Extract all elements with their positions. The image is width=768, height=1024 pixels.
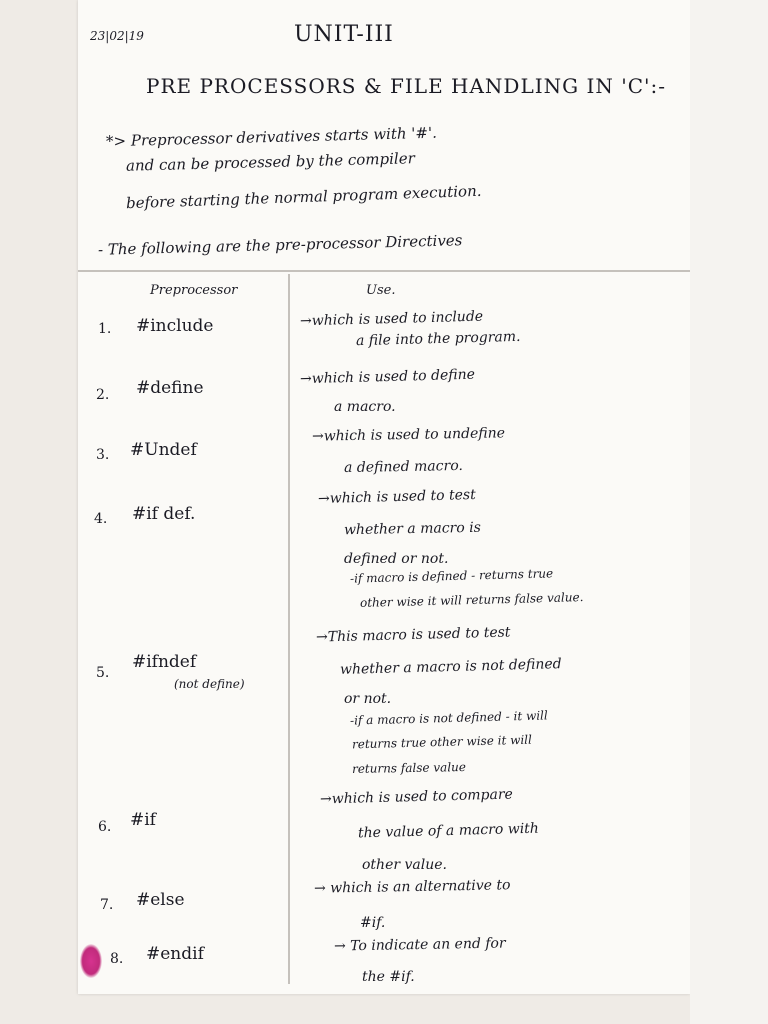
row-7-use-line-1: → which is an alternative to [313,877,511,897]
row-6-number: 6. [98,819,112,835]
row-5-use-line-5: returns true other wise it will [351,732,533,752]
row-3-use-line-2: a defined macro. [343,457,464,477]
row-8-use-line-1: → To indicate an end for [333,935,506,955]
row-4-number: 4. [94,511,108,527]
row-1-directive: #include [136,316,214,336]
section-heading: PRE PROCESSORS & FILE HANDLING IN 'C':- [146,74,667,98]
row-1-number: 1. [98,321,112,337]
intro-line-2: and can be processed by the compiler [125,149,415,175]
highlighter-smear [80,944,102,978]
row-4-use-line-4: -if macro is defined - returns true [349,566,554,586]
row-5-use-line-2: whether a macro is not defined [339,656,562,678]
row-4-use-line-2: whether a macro is [343,519,481,539]
column-header-use: Use. [366,283,396,298]
row-3-number: 3. [96,447,110,463]
row-2-use-line-1: →which is used to define [299,366,476,388]
notebook-page [78,0,690,994]
table-header-rule [78,270,690,272]
row-4-use-line-1: →which is used to test [317,486,476,508]
row-5-use-line-4: -if a macro is not defined - it will [349,708,548,728]
row-7-number: 7. [100,897,114,913]
directives-list-intro: - The following are the pre-processor Directives [97,231,463,259]
row-4-use-line-3: defined or not. [344,551,449,567]
row-5-directive-note: (not define) [174,677,245,691]
row-3-directive: #Undef [130,440,197,460]
row-8-use-line-2: the #if. [362,969,415,985]
row-7-directive: #else [136,890,185,910]
row-2-use-line-2: a macro. [334,399,396,415]
page-date: 23|02|19 [90,29,144,43]
row-5-use-line-1: →This macro is used to test [315,624,511,646]
row-6-use-line-3: other value. [362,857,447,873]
row-6-use-line-1: →which is used to compare [319,786,514,808]
page-edge [690,0,768,1024]
row-4-directive: #if def. [132,504,196,524]
intro-line-1: *> Preprocessor derivatives starts with '#'. [105,123,438,151]
row-7-use-line-2: #if. [360,915,386,931]
table-column-divider [288,274,290,984]
row-8-number: 8. [110,951,124,967]
intro-line-3: before starting the normal program execution. [125,181,482,213]
row-8-directive: #endif [146,944,204,964]
row-5-use-line-3: or not. [344,691,392,707]
row-1-use-line-1: →which is used to include [299,308,484,330]
row-6-directive: #if [130,810,156,830]
row-2-directive: #define [136,378,204,398]
row-5-number: 5. [96,665,110,681]
row-1-use-line-2: a file into the program. [355,328,521,350]
row-4-use-line-5: other wise it will returns false value. [359,590,584,610]
row-2-number: 2. [96,387,110,403]
column-header-preprocessor: Preprocessor [150,283,238,298]
row-5-use-line-6: returns false value [351,760,467,776]
row-6-use-line-2: the value of a macro with [357,820,540,842]
row-5-directive: #ifndef [132,652,197,672]
unit-title: UNIT-III [294,22,394,47]
row-3-use-line-1: →which is used to undefine [311,425,506,445]
